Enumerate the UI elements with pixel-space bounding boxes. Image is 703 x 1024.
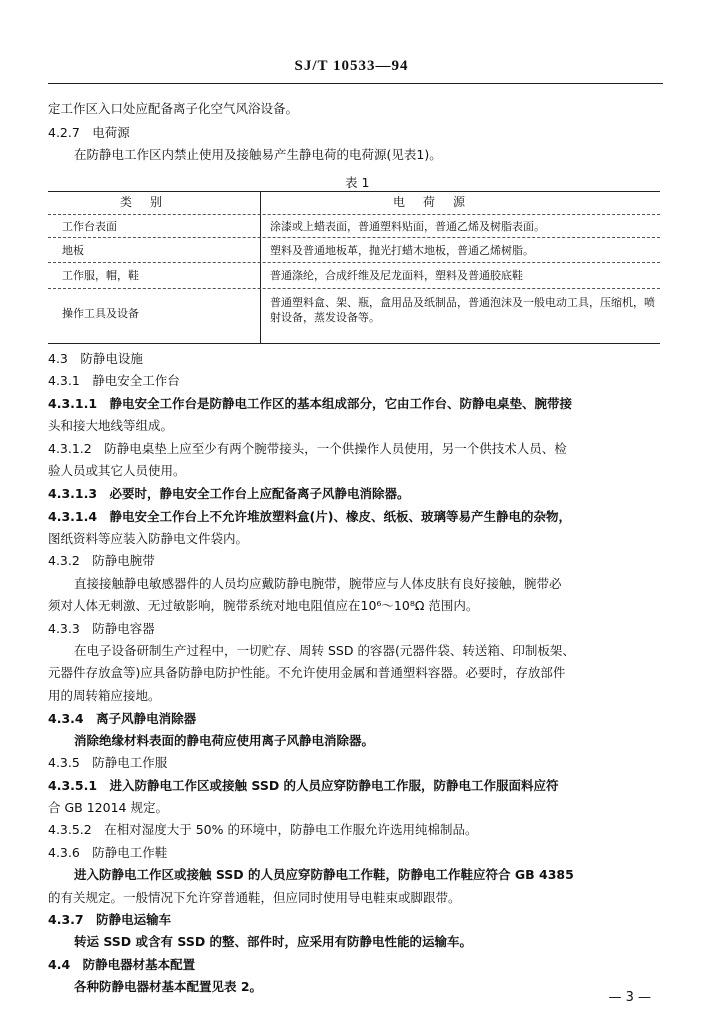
- table-row-rule: [48, 288, 660, 289]
- body-line: 4.3.5 防静电工作服: [48, 755, 168, 770]
- body-line: 4.3.3 防静电容器: [48, 621, 155, 636]
- table-row-3-source: 普通涤纶，合成纤维及尼龙面料，塑料及普通胶底鞋: [270, 269, 523, 282]
- body-line: 合 GB 12014 规定。: [48, 800, 168, 815]
- body-line: 4.3.1.1 静电安全工作台是防静电工作区的基本组成部分，它由工作台、防静电桌垫、腕带接: [48, 396, 573, 411]
- table-row-4-source: 普通塑料盒、架、瓶，盒用品及纸制品，普通泡沫及一般电动工具，压缩机，喷射设备，蒸发设备等。: [270, 296, 655, 324]
- table-row-1-category: 工作台表面: [62, 220, 117, 233]
- standard-code-header: SJ/T 10533—94: [294, 58, 409, 74]
- intro-line-1: 定工作区入口处应配备离子化空气风浴设备。: [48, 101, 299, 116]
- body-line: 4.3.2 防静电腕带: [48, 553, 155, 568]
- body-line: 转运 SSD 或含有 SSD 的整、部件时，应采用有防静电性能的运输车。: [74, 934, 473, 949]
- body-line: 4.3.5.1 进入防静电工作区或接触 SSD 的人员应穿防静电工作服，防静电工作服面料应符: [48, 778, 559, 793]
- body-line: 4.3.1.3 必要时，静电安全工作台上应配备离子风静电消除器。: [48, 486, 410, 501]
- header-rule: [48, 83, 663, 84]
- body-line: 直接接触静电敏感器件的人员均应戴防静电腕带，腕带应与人体皮肤有良好接触，腕带必: [74, 576, 562, 591]
- table-row-rule: [48, 237, 660, 238]
- body-line: 4.4 防静电器材基本配置: [48, 957, 196, 972]
- section-4-2-7-heading: 4.2.7 电荷源: [48, 125, 130, 140]
- table-header-source: 电荷源: [393, 195, 484, 209]
- body-line: 消除绝缘材料表面的静电荷应使用离子风静电消除器。: [74, 733, 375, 748]
- body-line: 进入防静电工作区或接触 SSD 的人员应穿防静电工作鞋，防静电工作鞋应符合 GB 4385: [74, 867, 574, 882]
- body-line: 用的周转箱应接地。: [48, 688, 161, 703]
- body-line: 4.3.4 离子风静电消除器: [48, 711, 197, 726]
- table-1-caption: 表 1: [345, 175, 370, 190]
- body-line: 头和接大地线等组成。: [48, 418, 174, 433]
- table-1: [48, 191, 660, 344]
- body-line: 4.3 防静电设施: [48, 351, 143, 366]
- body-line: 4.3.7 防静电运输车: [48, 912, 172, 927]
- table-top-rule: [48, 191, 660, 192]
- body-line: 的有关规定。一般情况下允许穿普通鞋，但应同时使用导电鞋束或脚跟带。: [48, 890, 461, 905]
- table-header-rule: [48, 214, 660, 215]
- body-line: 4.3.5.2 在相对湿度大于 50% 的环境中，防静电工作服允许选用纯棉制品。: [48, 822, 478, 837]
- table-header-category: 类别: [120, 195, 181, 209]
- body-line: 4.3.6 防静电工作鞋: [48, 845, 168, 860]
- table-row-3-category: 工作服，帽，鞋: [62, 269, 139, 282]
- body-line: 4.3.1 静电安全工作台: [48, 373, 180, 388]
- table-row-2-source: 塑料及普通地板革，抛光打蜡木地板，普通乙烯树脂。: [270, 244, 534, 257]
- body-line: 元器件存放盒等)应具备防静电防护性能。不允许使用金属和普通塑料容器。必要时，存放部件: [48, 665, 566, 680]
- page-number: — 3 —: [608, 990, 651, 1005]
- body-line: 图纸资料等应装入防静电文件袋内。: [48, 531, 249, 546]
- body-line: 4.3.1.4 静电安全工作台上不允许堆放塑料盒(片)、橡皮、纸板、玻璃等易产生静电的杂物，: [48, 509, 571, 524]
- intro-line-3: 在防静电工作区内禁止使用及接触易产生静电荷的电荷源(见表1)。: [74, 147, 442, 162]
- body-line: 验人员或其它人员使用。: [48, 463, 186, 478]
- table-row-2-category: 地板: [62, 244, 84, 257]
- body-line: 须对人体无刺激、无过敏影响，腕带系统对地电阻值应在10⁶～10⁸Ω 范围内。: [48, 598, 479, 613]
- table-row-1-source: 涂漆或上蜡表面，普通塑料贴面，普通乙烯及树脂表面。: [270, 220, 545, 233]
- body-line: 4.3.1.2 防静电桌垫上应至少有两个腕带接头，一个供操作人员使用，另一个供技术人员、检: [48, 441, 567, 456]
- body-line: 各种防静电器材基本配置见表 2。: [74, 979, 263, 994]
- table-row-4-category: 操作工具及设备: [62, 307, 139, 320]
- table-row-rule: [48, 262, 660, 263]
- table-bottom-rule: [48, 343, 660, 344]
- body-line: 在电子设备研制生产过程中，一切贮存、周转 SSD 的容器(元器件袋、转送箱、印制板架、: [74, 643, 575, 658]
